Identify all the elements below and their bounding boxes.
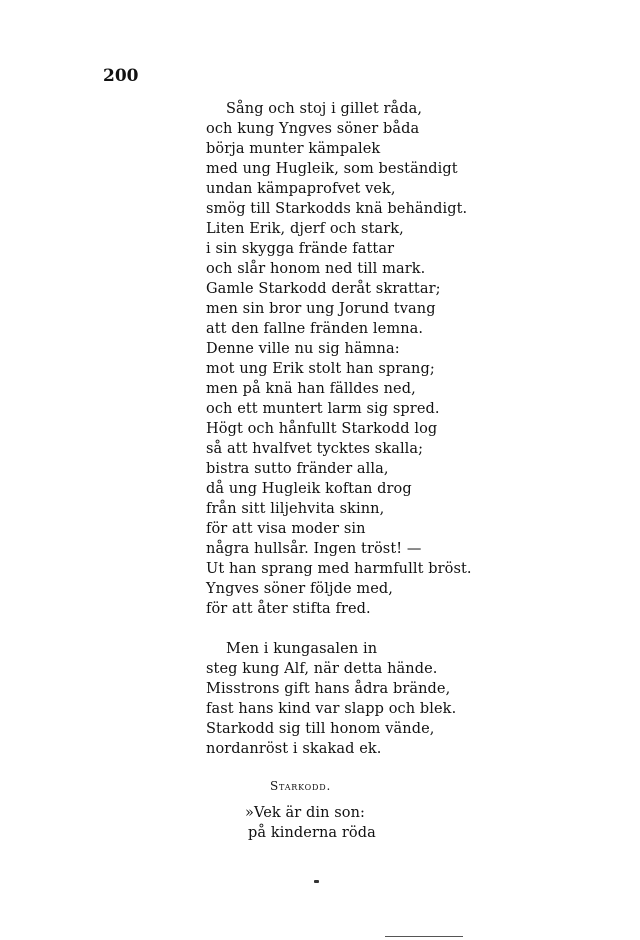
verse-line: Liten Erik, djerf och stark, [206, 221, 404, 237]
quote-line: på kinderna röda [248, 825, 376, 841]
verse-line: då ung Hugleik koftan drog [206, 481, 412, 497]
verse-line: från sitt liljehvita skinn, [206, 501, 385, 517]
verse-line: bistra sutto fränder alla, [206, 461, 389, 477]
verse-line: några hullsår. Ingen tröst! — [206, 541, 422, 557]
verse-line: undan kämpaprofvet vek, [206, 181, 396, 197]
verse-line: Yngves söner följde med, [206, 581, 393, 597]
verse-line: Misstrons gift hans ådra brände, [206, 681, 451, 697]
speaker-quote [245, 803, 376, 843]
verse-line: börja munter kämpalek [206, 141, 381, 157]
verse-line: i sin skygga frände fattar [206, 241, 395, 257]
verse-line: Högt och hånfullt Starkodd log [206, 421, 438, 437]
page-number: 200 [103, 66, 139, 86]
verse-line: men sin bror ung Jorund tvang [206, 301, 436, 317]
verse-line: men på knä han fälldes ned, [206, 381, 416, 397]
speaker-heading: Starkodd. [270, 779, 332, 793]
verse-line: Gamle Starkodd deråt skrattar; [206, 281, 441, 297]
verse-line: nordanröst i skakad ek. [206, 741, 382, 757]
verse-line: Starkodd sig till honom vände, [206, 721, 435, 737]
verse-line: mot ung Erik stolt han sprang; [206, 361, 435, 377]
verse-line: Sång och stoj i gillet råda, [226, 101, 423, 117]
verse-line: för att åter stifta fred. [206, 601, 371, 617]
stanza-1 [206, 99, 472, 619]
verse-line: smög till Starkodds knä behändigt. [206, 201, 468, 217]
verse-line: så att hvalfvet tycktes skalla; [206, 441, 424, 457]
verse-line: Denne ville nu sig hämna: [206, 341, 400, 357]
verse-line: för att visa moder sin [206, 521, 366, 537]
stanza-2 [206, 639, 456, 759]
verse-line: steg kung Alf, när detta hände. [206, 661, 438, 677]
verse-line: med ung Hugleik, som beständigt [206, 161, 458, 177]
verse-line: fast hans kind var slapp och blek. [206, 701, 457, 717]
verse-line: och ett muntert larm sig spred. [206, 401, 440, 417]
quote-line: »Vek är din son: [245, 805, 366, 821]
bottom-rule [385, 936, 463, 937]
verse-line: och kung Yngves söner båda [206, 121, 420, 137]
verse-line: Men i kungasalen in [226, 641, 378, 657]
verse-line: att den fallne fränden lemna. [206, 321, 424, 337]
print-mark [314, 880, 319, 883]
verse-line: och slår honom ned till mark. [206, 261, 426, 277]
verse-line: Ut han sprang med harmfullt bröst. [206, 561, 472, 577]
